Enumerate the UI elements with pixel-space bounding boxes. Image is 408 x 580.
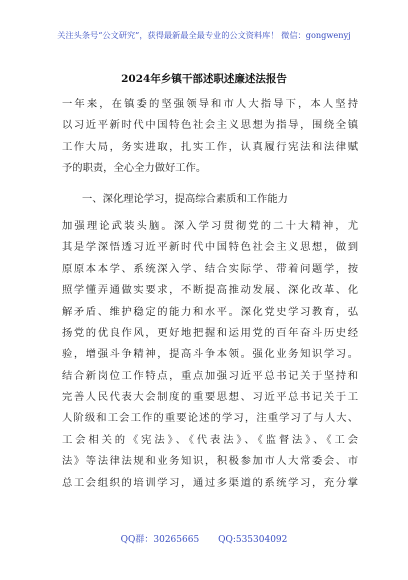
section-line: 扬党的优良作风，更好地把握和运用党的百年奋斗历史经 [62,326,358,339]
section-line: 原原本本学、系统深入学、结合实际学、带着问题学，按 [62,262,358,275]
intro-line: 予的职责，全心全力做好工作。 [62,162,207,175]
section-line: 完善人民代表大会制度的重要思想、习近平总书记关于工 [62,391,358,404]
intro-line: 工作大局，务实进取，扎实工作，认真履行宪法和法律赋 [62,140,358,153]
document-body [62,94,358,494]
section-line: 解矛盾、维护稳定的能力和水平。深化党史学习教育，弘 [62,305,358,318]
section-line: 结合新岗位工作特点，重点加强习近平总书记关于坚持和 [62,369,358,382]
qq-number: QQ:535304092 [218,535,288,545]
section-heading: 一、深化理论学习，提高综合素质和工作能力 [82,192,288,205]
intro-line: 以习近平新时代中国特色社会主义思想为指导，围绕全镇 [62,119,358,132]
document-title: 2024年乡镇干部述职述廉述法报告 [121,73,287,85]
contact-footer [0,532,408,545]
section-line: 照学懂弄通做实要求，不断提高推动发展、深化改革、化 [62,284,358,297]
section-line: 人阶级和工会工作的重要论述的学习，注重学习了与人大、 [62,412,358,425]
section-line: 加强理论武装头脑。深入学习贯彻党的二十大精神，尤 [62,219,358,232]
section-line: 法》等法律法规和业务知识，积极参加市人大常委会、市 [62,455,358,468]
qq-group-number: QQ群：30265665 [120,535,200,545]
section-line: 其是学深悟透习近平新时代中国特色社会主义思想，做到 [62,241,358,254]
section-line: 总工会组织的培训学习，通过多渠道的系统学习，充分掌 [62,476,358,489]
intro-line: 一年来，在镇委的坚强领导和市人大指导下，本人坚持 [62,98,358,110]
section-line: 工会相关的《宪法》、《代表法》、《监督法》、《工会 [62,433,358,446]
section-line: 验，增强斗争精神，提高斗争本领。强化业务知识学习。 [62,348,358,361]
promo-banner: 关注头条号“公文研究”，获得最新最全最专业的公文资料库！ 微信：gongwenyj [57,30,351,40]
